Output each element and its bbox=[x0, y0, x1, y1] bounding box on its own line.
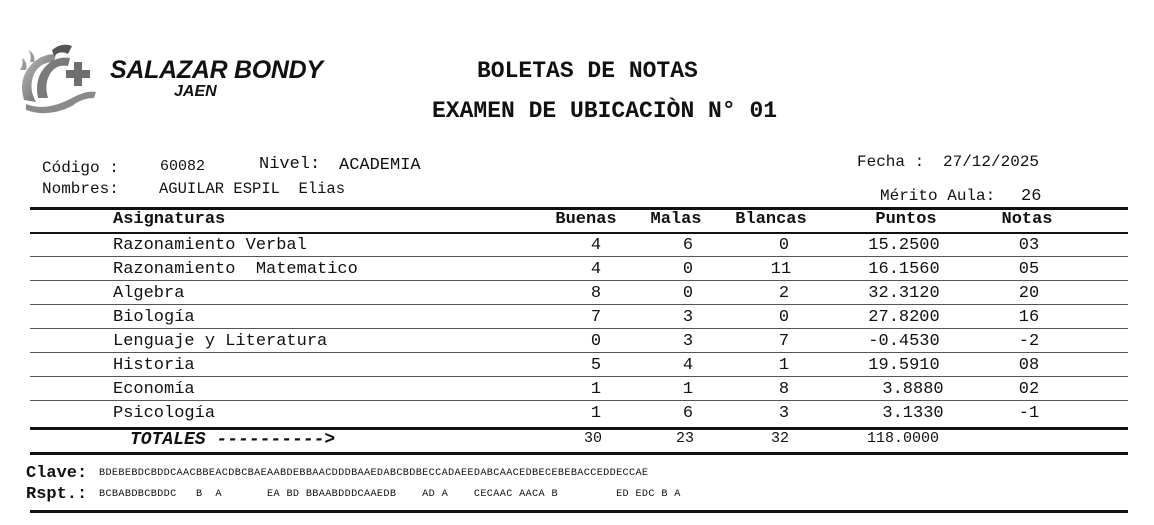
row-divider bbox=[30, 352, 1128, 353]
clave-string: BDEBEBDCBDDCAACBBEACDBCBAEAABDEBBAACDDDBAAEDABCBDBECCADAEEDABCAACEDBECEBEBACCEDDECCAE bbox=[99, 468, 649, 479]
school-city: JAEN bbox=[174, 83, 217, 100]
buenas-value: 5 bbox=[590, 356, 602, 375]
row-divider bbox=[30, 376, 1128, 377]
nota-value: 16 bbox=[1018, 308, 1040, 327]
rspt-string: BCBABDBCBDDC B A EA BD BBAABDDDCAAEDB AD A CECAAC AACA B ED EDC B A bbox=[99, 489, 681, 500]
nota-value: 03 bbox=[1018, 236, 1040, 255]
puntos-value: 32.3120 bbox=[868, 284, 940, 303]
clave-label: Clave: bbox=[26, 464, 88, 483]
puntos-value: 27.8200 bbox=[868, 308, 940, 327]
buenas-value: 1 bbox=[590, 380, 602, 399]
fecha-value: 27/12/2025 bbox=[943, 153, 1040, 171]
totals-bottom-rule bbox=[30, 452, 1128, 455]
puntos-value: 15.2500 bbox=[868, 236, 940, 255]
nota-value: -1 bbox=[1018, 404, 1040, 423]
blancas-value: 8 bbox=[778, 380, 790, 399]
nivel-label: Nivel: bbox=[259, 155, 321, 174]
subject-name: Lenguaje y Literatura bbox=[113, 332, 328, 351]
nota-value: 02 bbox=[1018, 380, 1040, 399]
blancas-value: 11 bbox=[770, 260, 792, 279]
merito-value: 26 bbox=[1021, 187, 1042, 206]
malas-value: 3 bbox=[682, 308, 694, 327]
nivel-value: ACADEMIA bbox=[339, 156, 421, 175]
subject-name: Psicología bbox=[113, 404, 216, 423]
row-divider bbox=[30, 400, 1128, 401]
subject-name: Historia bbox=[113, 356, 195, 375]
malas-value: 0 bbox=[682, 260, 694, 279]
puntos-value: 3.1330 bbox=[882, 404, 944, 423]
merito-label: Mérito Aula: bbox=[880, 187, 996, 205]
subject-name: Economía bbox=[113, 380, 195, 399]
header-blancas: Blancas bbox=[735, 210, 807, 229]
subject-name: Razonamiento Matematico bbox=[113, 260, 358, 279]
codigo-value: 60082 bbox=[160, 158, 206, 175]
codigo-label: Código : bbox=[42, 159, 119, 177]
buenas-value: 1 bbox=[590, 404, 602, 423]
total-blancas: 32 bbox=[770, 430, 790, 447]
row-divider bbox=[30, 304, 1128, 305]
buenas-value: 7 bbox=[590, 308, 602, 327]
header-notas: Notas bbox=[1001, 210, 1053, 229]
malas-value: 1 bbox=[682, 380, 694, 399]
puntos-value: 19.5910 bbox=[868, 356, 940, 375]
blancas-value: 0 bbox=[778, 236, 790, 255]
buenas-value: 8 bbox=[590, 284, 602, 303]
buenas-value: 0 bbox=[590, 332, 602, 351]
fecha-label: Fecha : bbox=[857, 153, 925, 171]
subject-name: Razonamiento Verbal bbox=[113, 236, 307, 255]
malas-value: 6 bbox=[682, 404, 694, 423]
total-malas: 23 bbox=[675, 430, 695, 447]
subject-name: Biología bbox=[113, 308, 195, 327]
header-puntos: Puntos bbox=[875, 210, 937, 229]
row-divider bbox=[30, 328, 1128, 329]
blancas-value: 7 bbox=[778, 332, 790, 351]
subject-name: Algebra bbox=[113, 284, 185, 303]
puntos-value: 3.8880 bbox=[882, 380, 944, 399]
report-title: BOLETAS DE NOTAS bbox=[477, 58, 698, 84]
header-bottom-rule bbox=[30, 232, 1128, 234]
rspt-label: Rspt.: bbox=[26, 485, 88, 504]
school-name: SALAZAR BONDY bbox=[110, 56, 323, 84]
nota-value: 08 bbox=[1018, 356, 1040, 375]
malas-value: 4 bbox=[682, 356, 694, 375]
nombres-label: Nombres: bbox=[42, 180, 119, 198]
puntos-value: 16.1560 bbox=[868, 260, 940, 279]
total-puntos: 118.0000 bbox=[866, 430, 940, 447]
blancas-value: 0 bbox=[778, 308, 790, 327]
buenas-value: 4 bbox=[590, 260, 602, 279]
nombres-value: AGUILAR ESPIL Elias bbox=[159, 180, 346, 198]
row-divider bbox=[30, 280, 1128, 281]
buenas-value: 4 bbox=[590, 236, 602, 255]
table-row bbox=[0, 403, 1154, 427]
totals-label: TOTALES ----------> bbox=[130, 430, 336, 450]
bottom-rule bbox=[30, 510, 1128, 513]
puntos-value: -0.4530 bbox=[868, 332, 940, 351]
row-divider bbox=[30, 256, 1128, 257]
blancas-value: 2 bbox=[778, 284, 790, 303]
total-buenas: 30 bbox=[583, 430, 603, 447]
blancas-value: 1 bbox=[778, 356, 790, 375]
malas-value: 0 bbox=[682, 284, 694, 303]
malas-value: 6 bbox=[682, 236, 694, 255]
school-logo bbox=[16, 40, 100, 116]
header-malas: Malas bbox=[650, 210, 702, 229]
malas-value: 3 bbox=[682, 332, 694, 351]
blancas-value: 3 bbox=[778, 404, 790, 423]
header-asignaturas: Asignaturas bbox=[113, 210, 226, 229]
header-buenas: Buenas bbox=[555, 210, 617, 229]
nota-value: -2 bbox=[1018, 332, 1040, 351]
nota-value: 05 bbox=[1018, 260, 1040, 279]
nota-value: 20 bbox=[1018, 284, 1040, 303]
exam-title: EXAMEN DE UBICACIÒN N° 01 bbox=[432, 98, 778, 124]
